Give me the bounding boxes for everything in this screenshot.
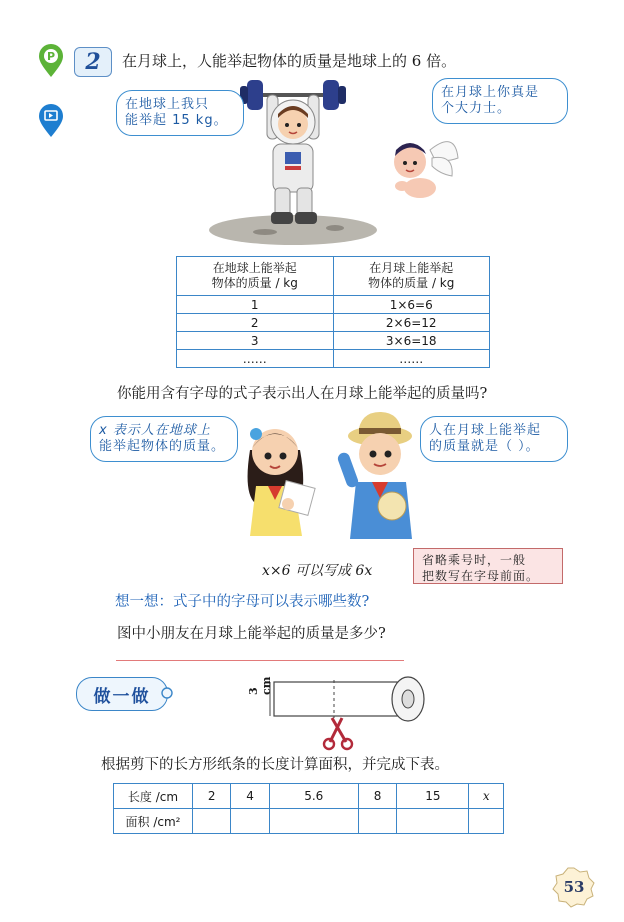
answer-cell[interactable] bbox=[269, 809, 358, 834]
table-cell: 1 bbox=[177, 296, 334, 314]
answer-cell[interactable] bbox=[193, 809, 231, 834]
badge-tab-icon bbox=[160, 686, 174, 700]
table-cell: 8 bbox=[358, 784, 396, 809]
table-header-row bbox=[177, 257, 490, 296]
question-1: 你能用含有字母的式子表示出人在月球上能举起的质量吗? bbox=[117, 386, 488, 402]
activity-instruction: 根据剪下的长方形纸条的长度计算面积，并完成下表。 bbox=[101, 757, 449, 773]
table-cell: 面积 /cm² bbox=[114, 809, 193, 834]
table-cell: 4 bbox=[231, 784, 269, 809]
question-2: 图中小朋友在月球上能举起的质量是多少? bbox=[117, 626, 386, 642]
think-prompt: 想一想：式子中的字母可以表示哪些数? bbox=[115, 594, 370, 610]
answer-cell[interactable] bbox=[397, 809, 469, 834]
table-row bbox=[177, 332, 490, 350]
figure-width-label: 3 cm bbox=[247, 676, 273, 695]
table-cell: 1×6=6 bbox=[333, 296, 490, 314]
table-cell: 长度 /cm bbox=[114, 784, 193, 809]
table-cell: 5.6 bbox=[269, 784, 358, 809]
girl-speech-bubble: x 表示人在地球上 能举起物体的质量。 bbox=[90, 416, 238, 462]
table-cell: …… bbox=[177, 350, 334, 368]
angel-illustration bbox=[380, 130, 460, 205]
table-header-cell: 在月球上能举起 物体的质量 / kg bbox=[333, 257, 490, 296]
table-cell: 3×6=18 bbox=[333, 332, 490, 350]
paper-roll-figure bbox=[250, 672, 430, 752]
area-table bbox=[113, 783, 504, 834]
p-marker-icon bbox=[38, 44, 64, 78]
table-cell: 3 bbox=[177, 332, 334, 350]
answer-cell[interactable] bbox=[231, 809, 269, 834]
table-cell: 2×6=12 bbox=[333, 314, 490, 332]
girl-illustration bbox=[228, 414, 323, 544]
section-divider bbox=[116, 660, 404, 661]
table-cell: 2 bbox=[177, 314, 334, 332]
problem-number-badge: 2 bbox=[74, 47, 112, 77]
table-cell: …… bbox=[333, 350, 490, 368]
multiplication-sign-note: 省略乘号时，一般 把数写在字母前面。 bbox=[413, 548, 563, 584]
table-row bbox=[114, 809, 504, 834]
table-cell: 2 bbox=[193, 784, 231, 809]
svg-text:P: P bbox=[46, 50, 56, 63]
page-number: 53 bbox=[563, 878, 585, 896]
table-row bbox=[114, 784, 504, 809]
table-cell: 15 bbox=[397, 784, 469, 809]
table-header-cell: 在地球上能举起 物体的质量 / kg bbox=[177, 257, 334, 296]
earth-moon-table bbox=[176, 256, 490, 368]
boy-illustration bbox=[330, 404, 425, 544]
answer-cell[interactable] bbox=[358, 809, 396, 834]
formula-text: x×6 可以写成 6x bbox=[262, 563, 373, 579]
activity-badge: 做一做 bbox=[76, 677, 168, 711]
astronaut-speech-bubble: 在地球上我只 能举起 15 kg。 bbox=[116, 90, 244, 136]
angel-speech-bubble: 在月球上你真是 个大力士。 bbox=[432, 78, 568, 124]
video-marker-icon[interactable] bbox=[38, 104, 64, 138]
table-row bbox=[177, 314, 490, 332]
table-row bbox=[177, 350, 490, 368]
problem-statement: 在月球上，人能举起物体的质量是地球上的 6 倍。 bbox=[122, 52, 457, 70]
boy-speech-bubble: 人在月球上能举起 的质量就是（ ）。 bbox=[420, 416, 568, 462]
table-cell: x bbox=[469, 784, 504, 809]
answer-cell[interactable] bbox=[469, 809, 504, 834]
table-row bbox=[177, 296, 490, 314]
